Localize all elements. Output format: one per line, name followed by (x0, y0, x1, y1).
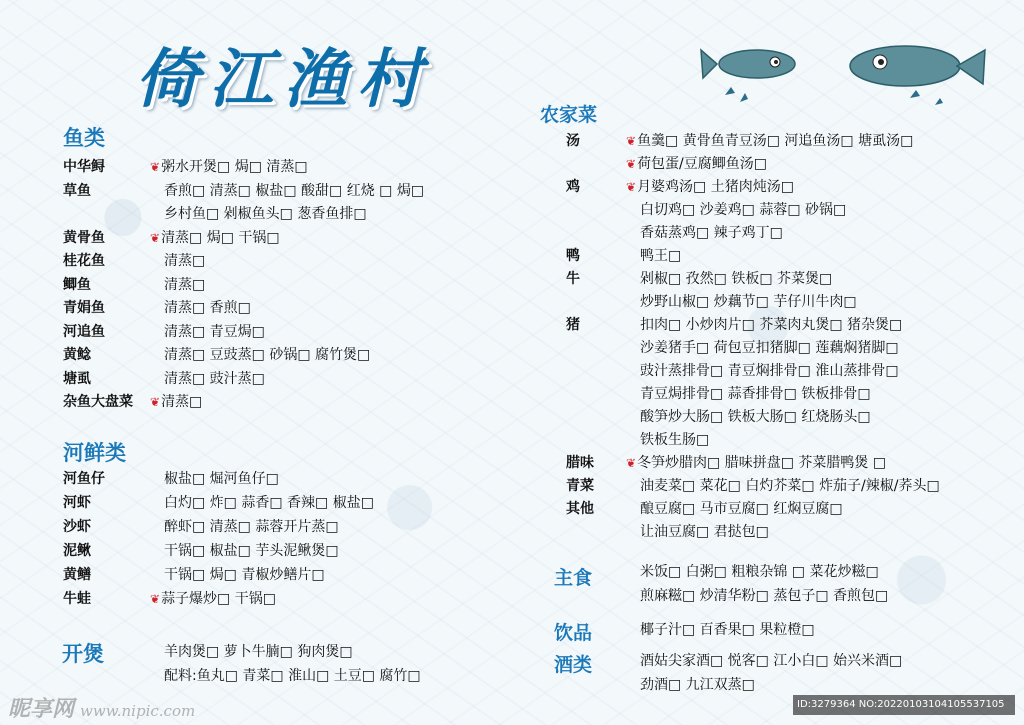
menu-row (0, 222, 1024, 242)
flame-star-icon: ❦ (626, 134, 637, 148)
dish-category-label: 鲫鱼 (63, 276, 91, 293)
section-river-heading: 河鲜类 (63, 441, 126, 465)
flame-star-icon: ❦ (150, 230, 161, 245)
watermark-url: www.nipic.com (80, 702, 196, 720)
menu-row (0, 130, 1024, 150)
dish-options: 清蒸□ 香煎□ (164, 300, 251, 316)
dish-options: 醉虾□ 清蒸□ 蒜蓉开片蒸□ (164, 519, 339, 535)
dish-category-label: 青娟鱼 (63, 300, 105, 316)
dish-options: 鸭王□ (640, 248, 682, 264)
dish-category-label: 腊味 (566, 455, 594, 471)
dish-category-label: 牛 (566, 271, 580, 287)
dish-options: 粥水开煲□ 焗□ 清蒸□ (161, 159, 308, 175)
dish-category-label: 鸡 (566, 179, 580, 195)
menu-row (0, 268, 1024, 288)
dish-options: 椒盐□ 煀河鱼仔□ (164, 471, 279, 487)
dish-category-label: 猪 (566, 317, 580, 333)
dish-options: 劲酒□ 九江双蒸□ (640, 677, 755, 693)
flame-star-icon: ❦ (150, 395, 161, 409)
dish-options: 铁板生肠□ (640, 432, 710, 448)
flame-star-icon: ❦ (150, 592, 161, 606)
dish-category-label: 杂鱼大盘菜 (63, 394, 133, 410)
section-staple-heading: 主食 (554, 567, 593, 589)
dish-category-label: 黄骨鱼 (63, 229, 105, 246)
dish-options: 白灼□ 炸□ 蒜香□ 香辣□ 椒盐□ (164, 495, 374, 511)
dish-options: 椰子汁□ 百香果□ 果粒橙□ (640, 622, 815, 638)
dish-options: 清蒸□ 青豆焗□ (164, 323, 265, 340)
flame-star-icon: ❦ (626, 180, 637, 194)
section-drinks-heading: 饮品 (554, 622, 593, 644)
restaurant-title: 倚江渔村 (135, 42, 431, 117)
dish-category-label: 其他 (566, 501, 594, 517)
dish-options: 香煎□ 清蒸□ 椒盐□ 酸甜□ 红烧 □ 焗□ (164, 182, 425, 199)
dish-options: 荷包蛋/豆腐鲫鱼汤□ (637, 156, 768, 172)
dish-options: 扣肉□ 小炒肉片□ 芥菜肉丸煲□ 猪杂煲□ (640, 317, 903, 333)
menu-row (0, 337, 1024, 357)
dish-options: 香菇蒸鸡□ 辣子鸡丁□ (640, 225, 783, 241)
dish-options: 蒜子爆炒□ 干锅□ (161, 591, 276, 607)
dish-options: 青豆焗排骨□ 蒜香排骨□ 铁板排骨□ (640, 386, 871, 402)
dish-category-label: 河鱼仔 (63, 471, 105, 487)
section-fish-heading: 鱼类 (63, 126, 105, 150)
dish-category-label: 塘虱 (63, 370, 91, 387)
image-id-label: ID:3279364 NO:20220103104105537105 (793, 695, 1015, 715)
dish-options: 酿豆腐□ 马市豆腐□ 红焖豆腐□ (640, 501, 843, 517)
dish-category-label: 草鱼 (63, 182, 91, 199)
section-pot-heading: 开煲 (62, 642, 104, 666)
dish-options: 干锅□ 椒盐□ 芋头泥鳅煲□ (164, 543, 339, 559)
menu-row (0, 153, 1024, 173)
dish-category-label: 鸭 (566, 248, 580, 264)
fish-illustration (695, 40, 995, 110)
menu-row (0, 291, 1024, 311)
dish-category-label: 黄鲶 (63, 347, 91, 363)
dish-options: 配料:鱼丸□ 青菜□ 淮山□ 土豆□ 腐竹□ (164, 668, 421, 684)
menu-row (0, 314, 1024, 334)
dish-options: 清蒸□ (164, 253, 206, 269)
menu-row (0, 383, 1024, 403)
menu-row (0, 406, 1024, 426)
dish-category-label: 黄鳝 (63, 567, 91, 583)
dish-options: 月婆鸡汤□ 土猪肉炖汤□ (637, 179, 794, 195)
menu-row (0, 674, 1024, 694)
dish-options: 冬笋炒腊肉□ 腊味拼盘□ 芥菜腊鸭煲 □ (637, 455, 887, 471)
menu-row (0, 429, 1024, 449)
dish-category-label: 河追鱼 (63, 323, 105, 340)
dish-category-label: 青菜 (566, 478, 594, 494)
menu-row (0, 498, 1024, 518)
dish-category-label: 沙虾 (63, 519, 91, 535)
dish-options: 让油豆腐□ 君挞包□ (640, 524, 769, 540)
dish-options: 剁椒□ 孜然□ 铁板□ 芥菜煲□ (640, 271, 833, 287)
dish-options: 羊肉煲□ 萝卜牛腩□ 狗肉煲□ (164, 644, 353, 660)
dish-category-label: 中华鲟 (63, 159, 105, 175)
dish-options: 煎麻糍□ 炒清华粉□ 蒸包子□ 香煎包□ (640, 588, 889, 604)
flame-star-icon: ❦ (150, 160, 161, 174)
dish-category-label: 汤 (566, 133, 580, 149)
flame-star-icon: ❦ (626, 456, 637, 470)
dish-options: 酒姑尖家酒□ 悦客□ 江小白□ 始兴米酒□ (640, 653, 903, 669)
dish-options: 清蒸□ (164, 276, 206, 293)
dish-options: 白切鸡□ 沙姜鸡□ 蒜蓉□ 砂锅□ (640, 202, 847, 218)
dish-category-label: 牛蛙 (63, 591, 91, 607)
dish-options: 豉汁蒸排骨□ 青豆焖排骨□ 淮山蒸排骨□ (640, 363, 899, 379)
menu-row (0, 475, 1024, 495)
menu-row (0, 585, 1024, 605)
watermark (8, 692, 195, 723)
dish-options: 乡村鱼□ 剁椒鱼头□ 葱香鱼排□ (164, 206, 367, 222)
menu-row (0, 360, 1024, 380)
dish-options: 清蒸□ 豆豉蒸□ 砂锅□ 腐竹煲□ (164, 347, 371, 363)
menu-row (0, 619, 1024, 639)
dish-options: 油麦菜□ 菜花□ 白灼芥菜□ 炸茄子/辣椒/荞头□ (640, 478, 940, 494)
section-farm-heading: 农家菜 (540, 104, 598, 126)
dish-category-label: 桂花鱼 (63, 253, 105, 269)
watermark-text: 昵享网 (8, 696, 75, 722)
menu-row (0, 176, 1024, 196)
section-alcohol-heading: 酒类 (554, 654, 593, 676)
dish-options: 酸笋炒大肠□ 铁板大肠□ 红烧肠头□ (640, 409, 871, 425)
dish-category-label: 泥鳅 (63, 543, 91, 559)
dish-options: 清蒸□ 焗□ 干锅□ (161, 229, 280, 246)
menu-row (0, 561, 1024, 581)
menu-row (0, 540, 1024, 560)
menu-row (0, 650, 1024, 670)
dish-options: 鱼羹□ 黄骨鱼青豆汤□ 河追鱼汤□ 塘虱汤□ (637, 133, 914, 149)
flame-star-icon: ❦ (626, 157, 637, 171)
dish-options: 米饭□ 白粥□ 粗粮杂锦 □ 菜花炒糍□ (640, 564, 879, 580)
menu-row (0, 521, 1024, 541)
dish-options: 清蒸□ (161, 394, 203, 410)
dish-options: 沙姜猪手□ 荷包豆扣猪脚□ 莲藕焖猪脚□ (640, 340, 899, 356)
dish-options: 清蒸□ 豉汁蒸□ (164, 370, 265, 387)
menu-row (0, 245, 1024, 265)
dish-options: 干锅□ 焗□ 青椒炒鳝片□ (164, 567, 325, 583)
menu-row (0, 199, 1024, 219)
menu-row (0, 452, 1024, 472)
dish-options: 炒野山椒□ 炒藕节□ 芋仔川牛肉□ (640, 294, 857, 310)
dish-category-label: 河虾 (63, 495, 91, 511)
